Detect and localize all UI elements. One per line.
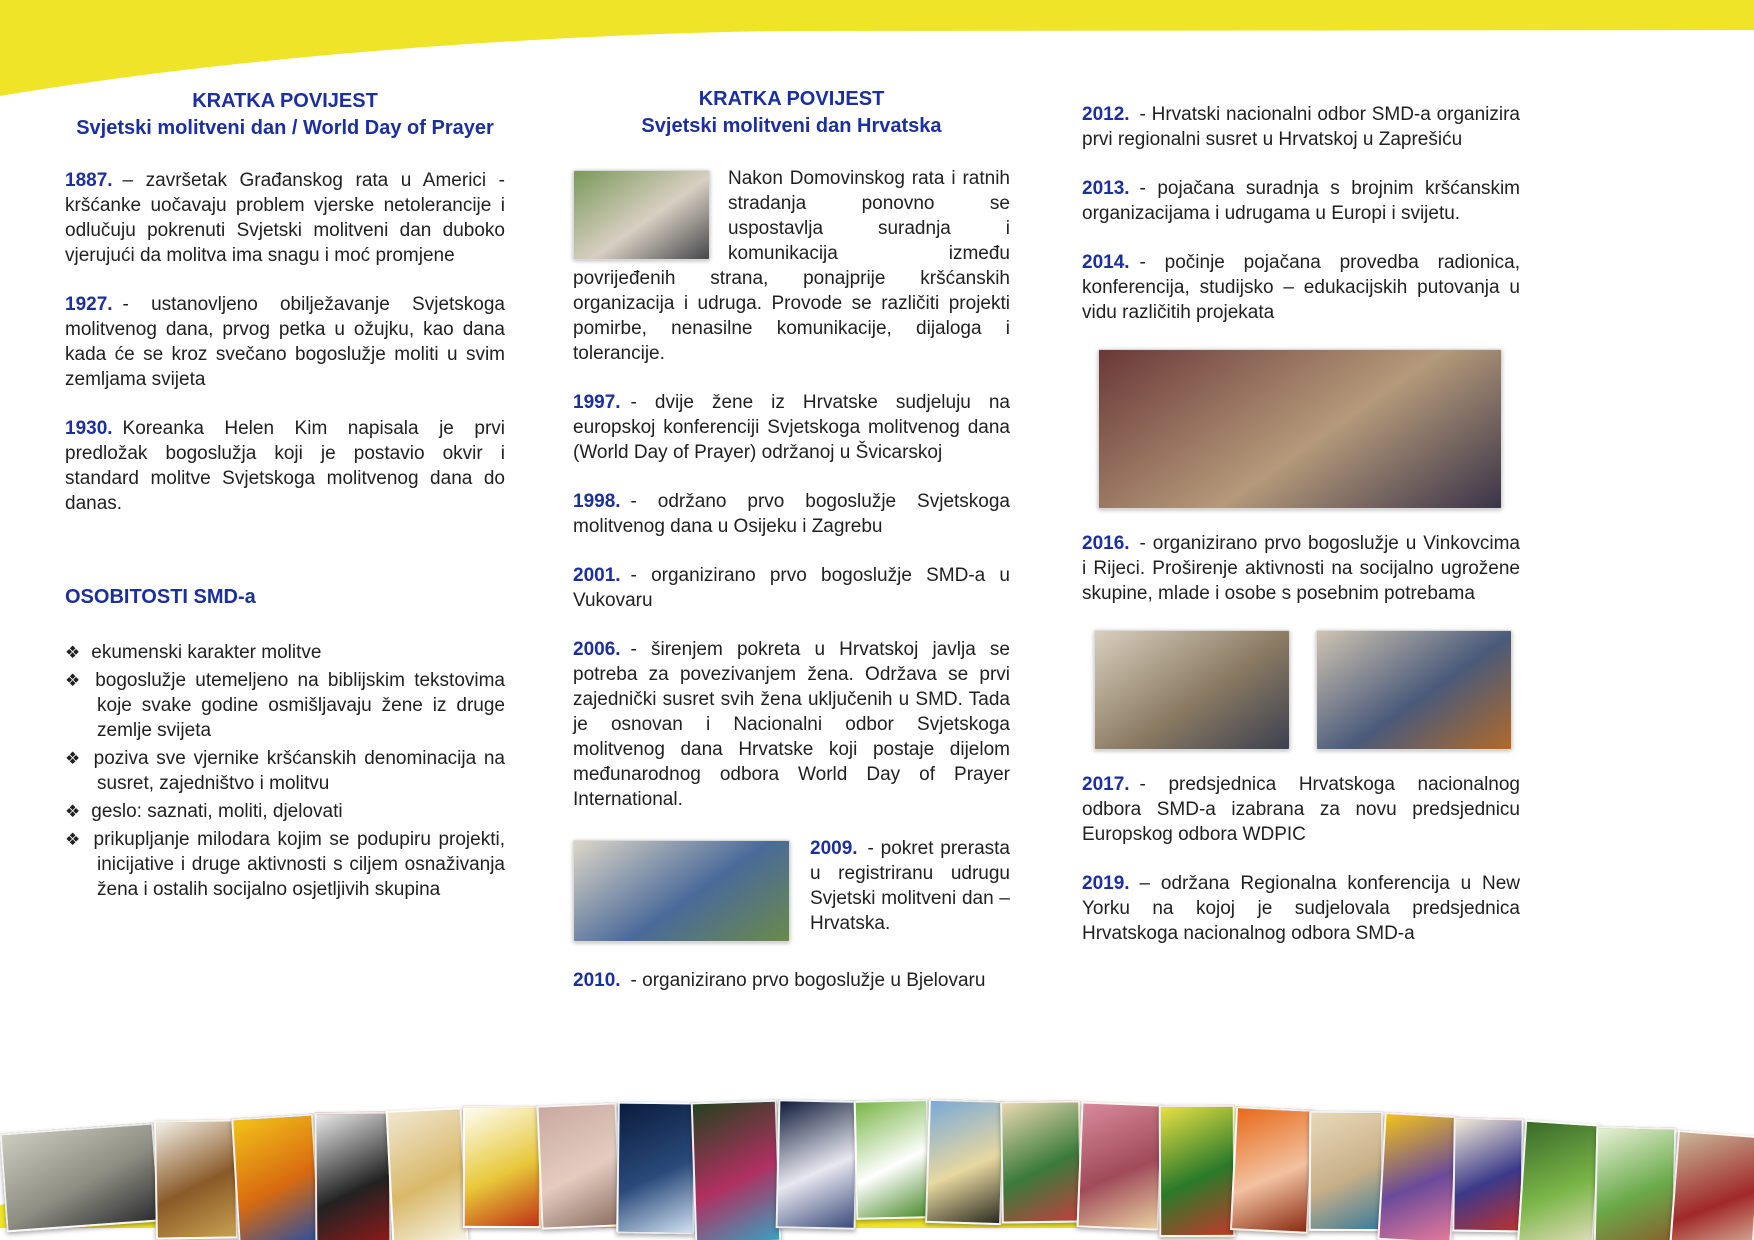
intro-block [573,166,1010,366]
entry-2014-year: 2014. [1082,252,1130,273]
entry-2014-text: - počinje pojačana provedba radionica, konferencija, studijsko – edukacijskih putovanja u vidu različitih projekata [1082,252,1520,323]
entry-2009-text: - pokret prerasta u registriranu udrugu Svjetski molitveni dan – Hrvatska. [810,838,1010,934]
entry-2001-year: 2001. [573,565,621,586]
feature-text: ekumenski karakter molitve [91,642,322,663]
textured-cross-artwork [536,1102,621,1229]
stained-glass-hands-artwork [1452,1118,1524,1233]
feature-text: geslo: saznati, moliti, djelovati [91,801,343,822]
sunburst-flowers-artwork [1377,1112,1458,1240]
diamond-bullet-icon: ❖ [65,749,83,768]
entry-2019-text: – održana Regionalna konferencija u New Yorku na kojoj je sudjelovala predsjednica Hrvatskoga nacionalnog odbora SMD-a [1082,873,1520,944]
entry-1997-text: - dvije žene iz Hrvatske sudjeluju na europskoj konferenciji Svjetskoga molitvenog dana (World Day of Prayer) održanoj u Švicarskoj [573,392,1010,463]
entry-1930 [65,416,505,516]
entry-2013-year: 2013. [1082,178,1130,199]
entry-1998-text: - održano prvo bogoslužje Svjetskoga molitvenog dana u Osijeku i Zagrebu [573,491,1010,537]
entry-1997-year: 1997. [573,392,621,413]
entry-1927-text: - ustanovljeno obilježavanje Svjetskoga molitvenog dana, prvog petka u ožujku, kao dana kada će se kroz svečano bogoslužje moliti u svim zemljama svijeta [65,294,505,390]
entry-2012-year: 2012. [1082,104,1130,125]
rooster-painting-artwork [231,1113,321,1240]
diamond-bullet-icon: ❖ [65,830,83,849]
column1-heading-line2: Svjetski molitveni dan / World Day of Prayer [76,117,494,139]
entry-1927 [65,292,505,392]
entry-2006-text: - širenjem pokreta u Hrvatskoj javlja se potreba za povezivanjem žena. Održava se prvi zajednički susret svih žena uključenih u SMD. Tada je osnovan i Nacionalni odbor Svjetskoga molitvenog dana Hrvatske koji postaje dijelom međunarodnog odbora World Day of Prayer International. [573,639,1010,810]
photo-wheelchair-right [1316,630,1512,750]
village-scene-artwork [1000,1101,1082,1224]
sand-sea-artwork [1309,1111,1384,1231]
photo-wheelchair-left [1094,630,1290,750]
entry-2014 [1082,250,1520,325]
feature-text: prikupljanje milodara kojim se podupiru projekti, inicijative i druge aktivnosti s ciljem osnaživanja žena i ostalih socijalno osjetljivih skupina [93,829,505,900]
folk-art-carriers-artwork [1668,1130,1754,1240]
entry-2017-year: 2017. [1082,774,1130,795]
features-subheading: OSOBITOSTI SMD-a [65,586,256,608]
entry-2013 [1082,176,1520,226]
entry-2006-year: 2006. [573,639,621,660]
sky-cross-basket-artwork [925,1099,1005,1225]
entry-2016 [1082,531,1520,606]
pink-gathering-artwork [1077,1101,1164,1230]
intro-text: Nakon Domovinskog rata i ratnih stradanja ponovno se uspostavlja suradnja i komunikacija između povrijeđenih strana, ponajprije kršćanskih organizacija i udruga. Provode se različiti projekti pomirbe, nenasilne komunikacije, dijaloga i tolerancije. [573,168,1010,364]
feature-item [65,799,505,824]
entry-2016-year: 2016. [1082,533,1130,554]
entry-2009-year: 2009. [810,838,858,859]
entry-1998-year: 1998. [573,491,621,512]
entry-1927-year: 1927. [65,294,113,315]
entry-2019 [1082,871,1520,946]
entry-2016-text: - organizirano prvo bogoslužje u Vinkovcima i Rijeci. Proširenje aktivnosti na socijalno ugrožene skupine, mlade i osobe s posebnim potrebama [1082,533,1520,604]
photo-conference-group [1098,349,1502,509]
entry-2010 [573,968,1010,993]
pyramid-light-artwork [616,1101,696,1234]
window-person-artwork [0,1123,160,1233]
photo-two-women [573,170,710,260]
entry-2010-text: - organizirano prvo bogoslužje u Bjelovaru [630,970,986,991]
wheelchair-photos-row [1094,630,1520,750]
jungle-woman-artwork [1517,1120,1601,1240]
entry-2009 [573,836,1010,944]
column2-heading-line2: Svjetski molitveni dan Hrvatska [641,115,942,137]
entry-1887-text: – završetak Građanskog rata u Americi - kršćanke uočavaju problem vjerske netolerancije i odlučuju pokrenuti Svjetski molitveni dan duboko vjerujući da molitva ima snagu i moć promjene [65,170,505,266]
column-croatia-history [573,0,1010,1017]
column2-heading-line1: KRATKA POVIJEST [698,88,885,110]
flame-figures-artwork [463,1106,541,1228]
feature-item [65,640,505,665]
column-world-history [65,0,505,905]
entry-2001 [573,563,1010,613]
entry-1930-text: Koreanka Helen Kim napisala je prvi predložak bogoslužja koji je postavio okvir i standard molitve Svjetskoga molitvenog dana do danas. [65,418,505,514]
green-cross-artwork [854,1099,931,1220]
feature-text: poziva sve vjernike kršćanskih denominacija na susret, zajedništvo i molitvu [93,748,505,794]
feature-item [65,746,505,796]
entry-2019-year: 2019. [1082,873,1130,894]
feature-item [65,827,505,902]
column-recent-history [1082,0,1520,970]
tree-table-artwork [1594,1127,1677,1240]
entry-2012 [1082,102,1520,152]
entry-2012-text: - Hrvatski nacionalni odbor SMD-a organizira prvi regionalni susret u Hrvatskoj u Zaprešiću [1082,104,1520,150]
entry-1997 [573,390,1010,465]
diamond-bullet-icon: ❖ [65,671,85,690]
column1-heading-line1: KRATKA POVIJEST [192,90,378,112]
entry-1887 [65,168,505,268]
entry-2017-text: - predsjednica Hrvatskoga nacionalnog odbora SMD-a izabrana za novu predsjednicu Europskog odbora WDPIC [1082,774,1520,845]
column2-heading [573,86,1010,140]
entry-2010-year: 2010. [573,970,621,991]
feature-item [65,668,505,743]
entry-1998 [573,489,1010,539]
column1-heading [65,88,505,142]
diamond-bullet-icon: ❖ [65,802,81,821]
mandala-circle-artwork [776,1099,859,1230]
features-list [65,640,505,902]
feature-text: bogoslužje utemeljeno na biblijskim tekstovima koje svake godine osmišljavaju žene iz druge zemlje svijeta [95,670,505,741]
celtic-cross-artwork [154,1120,238,1240]
entry-2017 [1082,772,1520,847]
collage-artwork [691,1099,782,1240]
entry-1887-year: 1887. [65,170,113,191]
entry-1930-year: 1930. [65,418,113,439]
entry-2013-text: - pojačana suradnja s brojnim kršćanskim organizacijama i udrugama u Europi i svijetu. [1082,178,1520,224]
entry-2001-text: - organizirano prvo bogoslužje SMD-a u Vukovaru [573,565,1010,611]
orange-silhouette-artwork [1230,1106,1314,1234]
diamond-bullet-icon: ❖ [65,643,81,662]
gold-cross-figures-artwork [386,1107,469,1240]
photo-women-group [573,840,790,942]
trees-figures-artwork [1159,1105,1236,1237]
entry-2006 [573,637,1010,812]
black-red-abstract-artwork [315,1112,392,1240]
